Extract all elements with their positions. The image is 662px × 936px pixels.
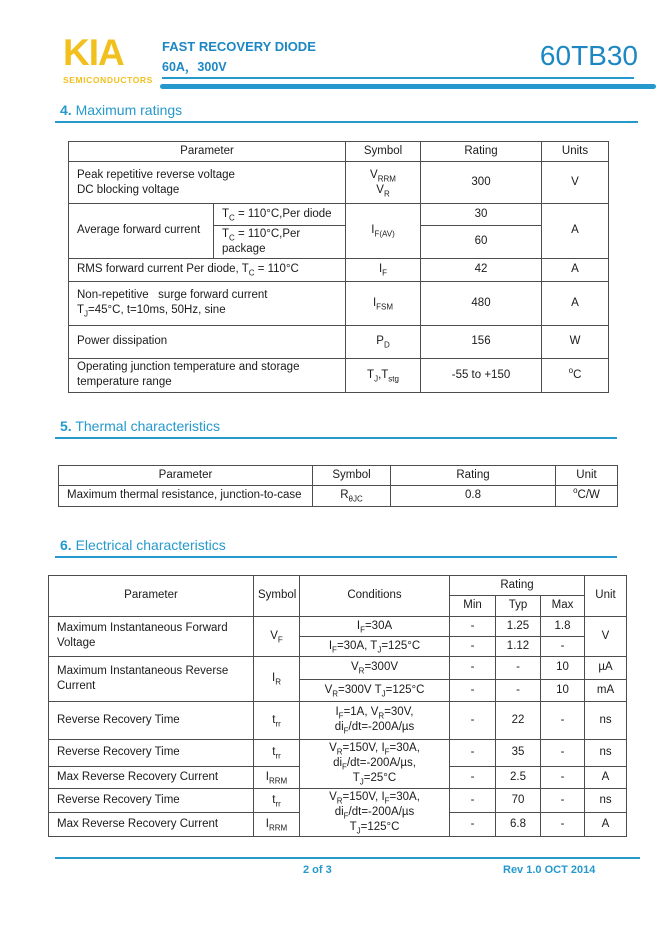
max-cell: - bbox=[541, 766, 585, 788]
brand-block bbox=[63, 34, 173, 85]
product-specs: 60A，300V bbox=[162, 60, 227, 74]
table-row bbox=[59, 485, 618, 506]
table-row bbox=[69, 325, 609, 358]
condition-cell: $I_F=30A$, $T_J=125^\circ C$ bbox=[300, 636, 450, 656]
table-row bbox=[69, 162, 609, 204]
param-cell: Maximum thermal resistance, junction-to-case bbox=[59, 485, 313, 506]
symbol-cell: $V_F$ bbox=[254, 616, 300, 656]
section-rule bbox=[55, 556, 617, 558]
col-symbol: Symbol bbox=[313, 465, 391, 485]
table-row bbox=[69, 258, 609, 281]
min-cell: - bbox=[450, 813, 496, 836]
table-row bbox=[49, 788, 627, 812]
unit-cell: A bbox=[585, 813, 627, 836]
min-cell: - bbox=[450, 739, 496, 766]
param-cell: Max Reverse Recovery Current bbox=[49, 813, 254, 836]
units-cell: A bbox=[542, 258, 609, 281]
col-rating: Rating bbox=[391, 465, 556, 485]
thermal-table bbox=[58, 465, 618, 507]
typ-cell: 1.12 bbox=[496, 636, 541, 656]
units-cell: V bbox=[542, 162, 609, 204]
param-cell: Power dissipation bbox=[69, 325, 346, 358]
units-cell: A bbox=[542, 281, 609, 325]
col-conditions: Conditions bbox=[300, 575, 450, 616]
min-cell: - bbox=[450, 636, 496, 656]
table-header-row bbox=[69, 142, 609, 162]
symbol-cell: $t_{rr}$ bbox=[254, 739, 300, 766]
unit-cell: µA bbox=[585, 656, 627, 679]
max-cell: - bbox=[541, 813, 585, 836]
section-label: Electrical characteristics bbox=[75, 536, 226, 553]
typ-cell: 6.8 bbox=[496, 813, 541, 836]
footer-rule bbox=[55, 857, 640, 859]
symbol-cell: $t_{rr}$ bbox=[254, 701, 300, 739]
condition-cell: $T_C = 110^\circ C,Per$ diode bbox=[214, 204, 346, 226]
col-symbol: Symbol bbox=[254, 575, 300, 616]
unit-cell: ns bbox=[585, 739, 627, 766]
min-cell: - bbox=[450, 679, 496, 701]
rating-cell: 60 bbox=[421, 226, 542, 259]
part-number: 60TB30 bbox=[539, 40, 638, 71]
electrical-table bbox=[48, 575, 627, 837]
typ-cell: 1.25 bbox=[496, 616, 541, 636]
col-parameter: Parameter bbox=[49, 575, 254, 616]
max-cell: - bbox=[541, 739, 585, 766]
product-type: FAST RECOVERY DIODE bbox=[162, 39, 316, 54]
col-unit: Unit bbox=[585, 575, 627, 616]
unit-cell: V bbox=[585, 616, 627, 656]
revision-label: Rev 1.0 OCT 2014 bbox=[503, 863, 596, 876]
typ-cell: 2.5 bbox=[496, 766, 541, 788]
col-rating: Rating bbox=[421, 142, 542, 162]
col-typ: Typ bbox=[496, 595, 541, 616]
param-cell: Average forward current bbox=[69, 204, 214, 259]
min-cell: - bbox=[450, 701, 496, 739]
page-number: 2 of 3 bbox=[303, 863, 332, 876]
table-row bbox=[69, 204, 609, 226]
section-title-electrical bbox=[60, 537, 648, 553]
header-rule-thin bbox=[162, 77, 634, 79]
table-header-row bbox=[59, 465, 618, 485]
param-cell: Reverse Recovery Time bbox=[49, 739, 254, 766]
condition-cell: $I_F=30A$ bbox=[300, 616, 450, 636]
table-row bbox=[49, 701, 627, 739]
min-cell: - bbox=[450, 656, 496, 679]
header-rule-thick bbox=[160, 84, 656, 89]
typ-cell: 70 bbox=[496, 788, 541, 812]
rating-cell: 480 bbox=[421, 281, 542, 325]
max-cell: - bbox=[541, 788, 585, 812]
min-cell: - bbox=[450, 788, 496, 812]
param-cell: Max Reverse Recovery Current bbox=[49, 766, 254, 788]
unit-cell: A bbox=[585, 766, 627, 788]
kia-logo: KIA bbox=[63, 32, 124, 73]
unit-cell: ns bbox=[585, 788, 627, 812]
max-cell: 1.8 bbox=[541, 616, 585, 636]
typ-cell: - bbox=[496, 656, 541, 679]
col-min: Min bbox=[450, 595, 496, 616]
section-title-max-ratings bbox=[60, 102, 648, 118]
rating-cell: 30 bbox=[421, 204, 542, 226]
symbol-cell: $t_{rr}$ bbox=[254, 788, 300, 812]
units-cell: A bbox=[542, 204, 609, 259]
typ-cell: 22 bbox=[496, 701, 541, 739]
param-cell: Maximum Instantaneous Forward Voltage bbox=[49, 616, 254, 656]
table-row bbox=[49, 656, 627, 679]
col-unit: Unit bbox=[556, 465, 618, 485]
symbol-cell: $I_{FSM}$ bbox=[346, 281, 421, 325]
max-cell: - bbox=[541, 701, 585, 739]
rating-cell: 300 bbox=[421, 162, 542, 204]
section-label: Thermal characteristics bbox=[75, 417, 221, 434]
symbol-cell: $I_R$ bbox=[254, 656, 300, 701]
symbol-cell: $T_J,T_{stg}$ bbox=[346, 358, 421, 392]
min-cell: - bbox=[450, 766, 496, 788]
condition-cell: $T_C = 110^\circ C,Per$ package bbox=[214, 226, 346, 259]
section-rule bbox=[55, 121, 638, 123]
typ-cell: 35 bbox=[496, 739, 541, 766]
max-cell: - bbox=[541, 636, 585, 656]
section-label: Maximum ratings bbox=[75, 102, 183, 118]
col-units: Units bbox=[542, 142, 609, 162]
condition-cell: $V_R=300V$ $T_J=125^\circ C$ bbox=[300, 679, 450, 701]
table-row bbox=[69, 281, 609, 325]
rating-cell: -55 to +150 bbox=[421, 358, 542, 392]
unit-cell: ns bbox=[585, 701, 627, 739]
col-parameter: Parameter bbox=[59, 465, 313, 485]
max-ratings-table bbox=[68, 141, 609, 393]
condition-cell: $V_R=300V$ bbox=[300, 656, 450, 679]
table-header-row bbox=[49, 575, 627, 595]
table-row bbox=[69, 358, 609, 392]
unit-cell: $^o$C/W bbox=[556, 485, 618, 506]
symbol-cell: $V_{RRM}$ $V_R$ bbox=[346, 162, 421, 204]
page-content bbox=[48, 102, 648, 897]
min-cell: - bbox=[450, 616, 496, 636]
rating-cell: 156 bbox=[421, 325, 542, 358]
section-rule bbox=[55, 437, 617, 439]
max-cell: 10 bbox=[541, 679, 585, 701]
units-cell: W bbox=[542, 325, 609, 358]
section-title-thermal bbox=[60, 418, 648, 434]
param-cell: Operating junction temperature and storage temperature range bbox=[69, 358, 346, 392]
param-cell: Reverse Recovery Time bbox=[49, 788, 254, 812]
param-cell: RMS forward current Per diode, $T_C = 110^\circ C$ bbox=[69, 258, 346, 281]
param-cell: Reverse Recovery Time bbox=[49, 701, 254, 739]
brand-tagline: SEMICONDUCTORS bbox=[63, 75, 153, 85]
symbol-cell: $P_D$ bbox=[346, 325, 421, 358]
param-cell: Non-repetitive surge forward current $T_J=45^\circ C$, t=10ms, 50Hz, sine bbox=[69, 281, 346, 325]
symbol-cell: $I_{RRM}$ bbox=[254, 813, 300, 836]
rating-cell: 0.8 bbox=[391, 485, 556, 506]
symbol-cell: $I_F$ bbox=[346, 258, 421, 281]
param-cell: Peak repetitive reverse voltage DC blocking voltage bbox=[69, 162, 346, 204]
symbol-cell: $I_{RRM}$ bbox=[254, 766, 300, 788]
col-rating: Rating bbox=[450, 575, 585, 595]
condition-cell: $I_F=1A$, $V_R=30V$, $di_F/dt=-200A/\mu s$ bbox=[300, 701, 450, 739]
condition-cell: $V_R=150V$, $I_F=30A$, $di_F/dt=-200A/\mu s$ $T_J=125^\circ C$ bbox=[300, 788, 450, 836]
section-number: 6. bbox=[60, 536, 72, 553]
header-title-block bbox=[162, 39, 316, 75]
rating-cell: 42 bbox=[421, 258, 542, 281]
col-max: Max bbox=[541, 595, 585, 616]
symbol-cell: $R_{\theta JC}$ bbox=[313, 485, 391, 506]
col-parameter: Parameter bbox=[69, 142, 346, 162]
unit-cell: mA bbox=[585, 679, 627, 701]
symbol-cell: $I_{F(AV)}$ bbox=[346, 204, 421, 259]
param-cell: Maximum Instantaneous Reverse Current bbox=[49, 656, 254, 701]
typ-cell: - bbox=[496, 679, 541, 701]
condition-cell: $V_R=150V$, $I_F=30A$, $di_F/dt=-200A/\mu s$, $T_J=25^\circ C$ bbox=[300, 739, 450, 788]
page-footer bbox=[48, 857, 648, 897]
table-row bbox=[49, 616, 627, 636]
col-symbol: Symbol bbox=[346, 142, 421, 162]
table-row bbox=[49, 739, 627, 766]
max-cell: 10 bbox=[541, 656, 585, 679]
units-cell: $^o$C bbox=[542, 358, 609, 392]
section-number: 4. bbox=[60, 102, 72, 118]
section-number: 5. bbox=[60, 417, 72, 434]
